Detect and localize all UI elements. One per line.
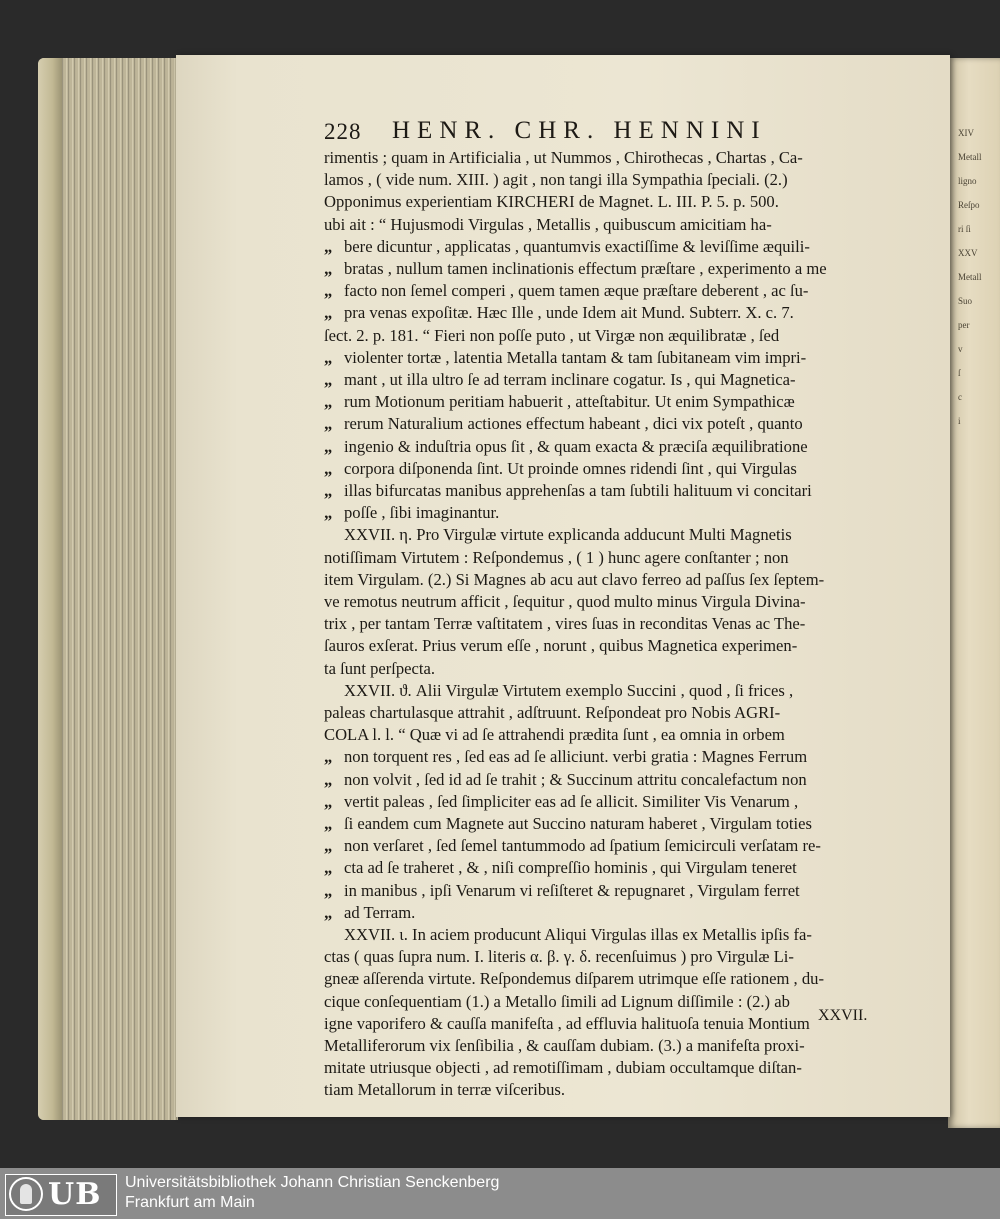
text-line [324, 702, 884, 724]
line-text: gneæ aſſerenda virtute. Reſpondemus diſparem utrimque eſſe rationem , du- [324, 969, 824, 989]
text-line [324, 569, 884, 591]
line-text: paleas chartulasque attrahit , adſtruunt. Reſpondeat pro Nobis AGRI- [324, 703, 781, 722]
line-text: ve remotus neutrum afficit , ſequitur , quod multo minus Virgula Divina- [324, 592, 806, 611]
text-line [324, 813, 884, 835]
line-text: corpora diſponenda ſint. Ut proinde omnes ridendi ſint , qui Virgulas [344, 458, 797, 478]
line-text: bere dicuntur , applicatas , quantumvis exactiſſime & leviſſime æquili- [344, 236, 810, 256]
facing-page-fragment: v [958, 344, 963, 354]
text-line [324, 968, 884, 990]
text-line [324, 413, 884, 435]
text-line [324, 280, 884, 302]
line-text: trix , per tantam Terræ vaſtitatem , vires ſuas in reconditas Venas ac The- [324, 614, 806, 634]
facing-page-fragment: XIV [958, 128, 974, 138]
line-text: facto non ſemel comperi , quem tamen æque præſtare deberent , ac ſu- [344, 281, 809, 301]
line-text: XXVII. η. Pro Virgulæ virtute explicanda adducunt Multi Magnetis [344, 525, 792, 545]
text-line [324, 236, 884, 258]
line-text: cta ad ſe traheret , & , niſi compreſſio hominis , qui Virgulam teneret [344, 858, 797, 878]
line-text: ſect. 2. p. 181. “ Fieri non poſſe puto , ut Virgæ non æquilibratæ , ſed [324, 325, 780, 345]
line-text: ta ſunt perſpecta. [324, 658, 436, 678]
library-city: Frankfurt am Main [125, 1194, 255, 1211]
text-line [324, 302, 884, 324]
text-line [324, 480, 884, 502]
catchword: XXVII. [818, 1007, 868, 1024]
text-line [324, 502, 884, 524]
text-line [324, 591, 884, 613]
quote-mark: „ [324, 370, 333, 389]
library-footer [0, 1168, 1000, 1219]
text-line [324, 1057, 884, 1079]
quote-mark: „ [324, 880, 333, 900]
text-line [324, 547, 884, 569]
quote-mark: „ [324, 392, 333, 412]
quote-mark: „ [324, 281, 333, 301]
facing-page-fragment: ligno [958, 176, 977, 186]
line-text: Metalliferorum vix ſenſibilia , & cauſſam dubiam. (3.) a manifeſta proxi- [324, 1036, 805, 1055]
line-text: non volvit , ſed id ad ſe trahit ; & Succinum attritu concalefactum non [344, 769, 807, 789]
line-text: poſſe , ſibi imaginantur. [344, 503, 500, 523]
text-line [324, 835, 884, 857]
line-text: lamos , ( vide num. XIII. ) agit , non tangi illa Sympathia ſpeciali. (2.) [324, 170, 788, 190]
text-line [324, 347, 884, 369]
line-text: ſauros exſerat. Prius verum eſſe , norunt , quibus Magnetica experimen- [324, 636, 798, 656]
facing-page-fragment: XXV [958, 248, 978, 258]
facing-page-fragment: Metall [958, 272, 982, 282]
text-line [324, 857, 884, 879]
text-line [324, 191, 884, 213]
quote-mark: „ [324, 347, 333, 367]
line-text: Opponimus experientiam KIRCHERI de Magnet. L. III. P. 5. p. 500. [324, 192, 779, 212]
quote-mark: „ [324, 259, 333, 278]
line-text: notiſſimam Virtutem : Reſpondemus , ( 1 ) hunc agere conſtanter ; non [324, 547, 789, 567]
line-text: illas bifurcatas manibus apprehenſas a tam ſubtili halituum vi concitari [344, 481, 812, 500]
facing-page-fragment: per [958, 320, 970, 330]
quote-mark: „ [324, 769, 333, 789]
running-title: HENR. CHR. HENNINI [392, 117, 767, 144]
facing-page-fragment: Reſpo [958, 200, 980, 210]
quote-mark: „ [324, 503, 333, 523]
text-line [324, 769, 884, 791]
text-line [324, 902, 884, 924]
line-text: pra venas expoſitæ. Hæc Ille , unde Idem ait Mund. Subterr. X. c. 7. [344, 303, 794, 323]
line-text: mitate utriusque objecti , ad remotiſſimam , dubiam occultamque diſtan- [324, 1058, 802, 1078]
seal-icon [9, 1177, 43, 1211]
text-line [324, 436, 884, 458]
line-text: non torquent res , ſed eas ad ſe alliciunt. verbi gratia : Magnes Ferrum [344, 747, 808, 767]
line-text: ubi ait : “ Hujusmodi Virgulas , Metallis , quibuscum amicitiam ha- [324, 214, 772, 234]
facing-page-edge [948, 58, 1000, 1128]
library-logo[interactable] [5, 1174, 117, 1216]
line-text: rerum Naturalium actiones effectum habeant , dici vix poteſt , quanto [344, 414, 803, 434]
quote-mark: „ [324, 458, 333, 478]
line-text: tiam Metallorum in terræ viſceribus. [324, 1080, 566, 1100]
facing-page-fragment: Metall [958, 152, 982, 162]
text-line [324, 724, 884, 746]
text-line [324, 169, 884, 191]
line-text: COLA l. l. “ Quæ vi ad ſe attrahendi prædita ſunt , ea omnia in orbem [324, 725, 785, 745]
line-text: ad Terram. [344, 902, 416, 922]
book-page-edges [38, 58, 178, 1120]
running-header [324, 119, 884, 149]
quote-mark: „ [324, 436, 333, 456]
book-page [176, 55, 950, 1117]
logo-text: UB [48, 1177, 102, 1212]
line-text: igne vaporifero & cauſſa manifeſta , ad effluvia halituoſa tenuia Montium [324, 1013, 810, 1033]
text-line [324, 613, 884, 635]
text-line [324, 258, 884, 280]
text-line [324, 746, 884, 768]
text-line [344, 680, 884, 702]
text-line [344, 924, 884, 946]
quote-mark: „ [324, 414, 333, 434]
line-text: violenter tortæ , latentia Metalla tantam & tam ſubitaneam vim impri- [344, 347, 807, 367]
quote-mark: „ [324, 481, 333, 500]
text-line [344, 524, 884, 546]
text-line [324, 214, 884, 236]
line-text: ſi eandem cum Magnete aut Succino naturam haberet , Virgulam toties [344, 814, 812, 833]
line-text: in manibus , ipſi Venarum vi reſiſteret & repugnaret , Virgulam ferret [344, 880, 800, 900]
facing-page-fragment: ſ [958, 368, 961, 378]
text-line [324, 1079, 884, 1101]
quote-mark: „ [324, 836, 333, 856]
quote-mark: „ [324, 858, 333, 878]
text-line [324, 1035, 884, 1057]
text-line [324, 946, 884, 968]
line-text: item Virgulam. (2.) Si Magnes ab acu aut clavo ferreo ad paſſus ſex ſeptem- [324, 569, 825, 589]
line-text: XXVII. ι. In aciem producunt Aliqui Virgulas illas ex Metallis ipſis fa- [344, 925, 812, 944]
text-line [324, 991, 884, 1013]
text-line [324, 325, 884, 347]
library-name: Universitätsbibliothek Johann Christian Senckenberg [125, 1174, 500, 1191]
text-line [324, 458, 884, 480]
facing-page-fragment: c [958, 392, 962, 402]
line-text: rum Motionum peritiam habuerit , atteſtabitur. Ut enim Sympathicæ [344, 392, 795, 412]
line-text: ingenio & induſtria opus ſit , & quam exacta & præciſa æquilibratione [344, 436, 808, 456]
text-line [324, 658, 884, 680]
text-line [324, 791, 884, 813]
quote-mark: „ [324, 236, 333, 256]
line-text: mant , ut illa ultro ſe ad terram inclinare cogatur. Is , qui Magnetica- [344, 370, 796, 389]
line-text: cique conſequentiam (1.) a Metallo ſimili ad Lignum diſſimile : (2.) ab [324, 991, 790, 1011]
line-text: rimentis ; quam in Artificialia , ut Nummos , Chirothecas , Chartas , Ca- [324, 148, 803, 167]
quote-mark: „ [324, 791, 333, 811]
facing-page-fragment: Suo [958, 296, 973, 306]
line-text: vertit paleas , ſed ſimpliciter eas ad ſe allicit. Similiter Vis Venarum , [344, 791, 799, 811]
line-text: non verſaret , ſed ſemel tantummodo ad ſpatium ſemicirculi verſatam re- [344, 836, 821, 856]
quote-mark: „ [324, 747, 333, 767]
text-line [324, 391, 884, 413]
facing-page-fragment: i [958, 416, 961, 426]
text-line [324, 1013, 884, 1035]
facing-page-fragment: ri ſi [958, 224, 971, 234]
line-text: bratas , nullum tamen inclinationis effectum præſtare , experimento a me [344, 259, 827, 278]
text-line [324, 147, 884, 169]
line-text: ctas ( quas ſupra num. I. literis α. β. γ. δ. recenſuimus ) pro Virgulæ Li- [324, 947, 794, 967]
text-line [324, 369, 884, 391]
line-text: XXVII. ϑ. Alii Virgulæ Virtutem exemplo Succini , quod , ſi frices , [344, 680, 794, 700]
text-line [324, 635, 884, 657]
quote-mark: „ [324, 902, 333, 922]
page-number: 228 [324, 119, 362, 144]
text-line [324, 880, 884, 902]
quote-mark: „ [324, 814, 333, 833]
quote-mark: „ [324, 303, 333, 323]
